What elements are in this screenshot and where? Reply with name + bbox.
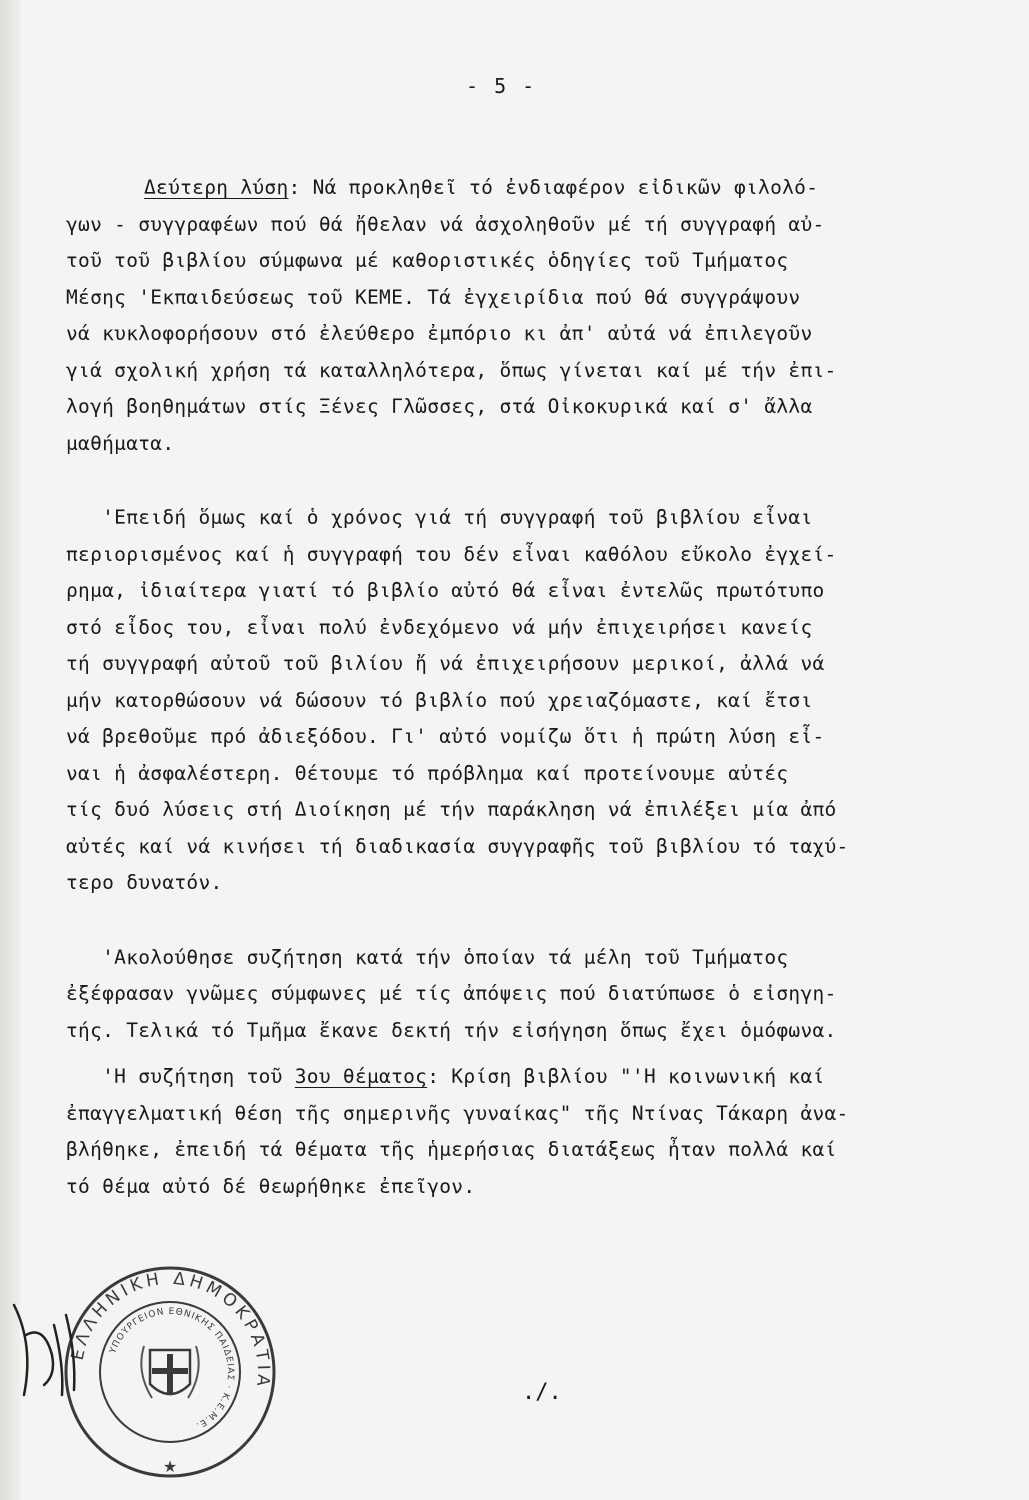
text-line: βλήθηκε, ἐπειδή τά θέματα τῆς ἡμερήσιας διατάξεως ἦταν πολλά καί — [66, 1138, 837, 1161]
scan-edge — [0, 0, 20, 1500]
text-line: νά βρεθοῦμε πρό ἀδιεξόδου. Γι' αὐτό νομίζω ὅτι ἡ πρώτη λύση εἶ- — [66, 725, 825, 748]
text-line: ρημα, ἰδιαίτερα γιατί τό βιβλίο αὐτό θά εἶναι ἐντελῶς πρωτότυπο — [66, 579, 825, 602]
text-line: 'Επειδή ὅμως καί ὁ χρόνος γιά τή συγγραφή τοῦ βιβλίου εἶναι — [66, 506, 813, 529]
text-line: περιορισμένος καί ἡ συγγραφή του δέν εἶναι καθόλου εὔκολο ἐγχεί- — [66, 542, 837, 566]
text-line: τοῦ τοῦ βιβλίου σύμφωνα μέ καθοριστικές ὁδηγίες τοῦ Τμήματος — [66, 249, 789, 272]
seal-outer-text: ΕΛΛΗΝΙΚΗ ΔΗΜΟΚΡΑΤΙΑ — [67, 1268, 274, 1392]
text-line: 'Ακολούθησε συζήτηση κατά τήν ὁποίαν τά μέλη τοῦ Τμήματος — [66, 945, 789, 969]
seal-inner-text: ΥΠΟΥΡΓΕΙΟΝ ΕΘΝΙΚΗΣ ΠΑΙΔΕΙΑΣ · Κ.Ε.Μ.Ε. — [108, 1306, 236, 1431]
continuation-mark: ./. — [522, 1380, 562, 1405]
text-line: λογή βοηθημάτων στίς Ξένες Γλῶσσες, στά Οἰκοκυρικά καί σ' ἄλλα — [66, 395, 813, 418]
text-line: μαθήματα. — [66, 431, 175, 455]
text-line: αὐτές καί νά κινήσει τή διαδικασία συγγραφῆς τοῦ βιβλίου τό ταχύ- — [66, 834, 849, 858]
text-line: τή συγγραφή αὐτοῦ τοῦ βιλίου ἤ νά ἐπιχειρήσουν μερικοί, ἀλλά νά — [66, 652, 825, 675]
text-line: ἐξέφρασαν γνῶμες σύμφωνες μέ τίς ἀπόψεις πού διατύπωσε ὁ εἰσηγη- — [66, 982, 837, 1005]
document-body — [66, 170, 966, 1205]
text-line: γιά σχολική χρήση τά καταλληλότερα, ὅπως γίνεται καί μέ τήν ἐπι- — [66, 358, 837, 382]
text-line: τίς δυό λύσεις στή Διοίκηση μέ τήν παράκληση νά ἐπιλέξει μία ἀπό — [66, 798, 837, 821]
page-number: - 5 - — [466, 74, 537, 98]
text-line: τό θέμα αὐτό δέ θεωρήθηκε ἐπεῖγον. — [66, 1174, 476, 1198]
text-line: τής. Τελικά τό Τμῆμα ἔκανε δεκτή τήν εἰσήγηση ὅπως ἔχει ὁμόφωνα. — [66, 1018, 837, 1042]
paragraph-gap — [66, 462, 966, 500]
text-line: : Νά προκληθεῖ τό ἐνδιαφέρον εἰδικῶν φιλολό- — [288, 176, 819, 199]
text-line: 'Η συζήτηση τοῦ — [66, 1065, 295, 1088]
text-line: : Κρίση βιβλίου "'Η κοινωνική καί — [427, 1065, 825, 1088]
text-line: ναι ἡ ἀσφαλέστερη. Θέτουμε τό πρόβλημα καί προτείνουμε αὐτές — [66, 761, 789, 785]
handwritten-signature — [4, 1285, 94, 1415]
paragraph-1-first-line — [66, 170, 966, 207]
text-line: νά κυκλοφορήσουν στό ἐλεύθερο ἐμπόριο κι ἀπ' αὐτά νά ἐπιλεγοῦν — [66, 322, 813, 345]
text-line: ἐπαγγελματική θέση τῆς σημερινῆς γυναίκας" τῆς Ντίνας Τάκαρη ἀνα- — [66, 1101, 849, 1125]
text-line: μήν κατορθώσουν νά δώσουν τό βιβλίο πού χρειαζόμαστε, καί ἔτσι — [66, 688, 813, 712]
text-line: γων - συγγραφέων πού θά ἤθελαν νά ἀσχοληθοῦν μέ τή συγγραφή αὐ- — [66, 212, 825, 236]
text-line: στό εἶδος του, εἶναι πολύ ἐνδεχόμενο νά μήν ἐπιχειρήσει κανείς — [66, 615, 813, 639]
section-heading: Δεύτερη λύση — [144, 176, 289, 199]
text-line: Μέσης 'Εκπαιδεύσεως τοῦ ΚΕΜΕ. Τά ἐγχειρίδια πού θά συγγράψουν — [66, 285, 801, 309]
paragraph-4-first-line — [66, 1059, 966, 1096]
seal-star-icon: ★ — [162, 1457, 178, 1476]
subject-heading: 3ου θέματος — [294, 1065, 428, 1088]
paragraph-gap — [66, 902, 966, 940]
coat-of-arms-icon — [141, 1346, 198, 1398]
text-line: τερο δυνατόν. — [66, 871, 223, 894]
